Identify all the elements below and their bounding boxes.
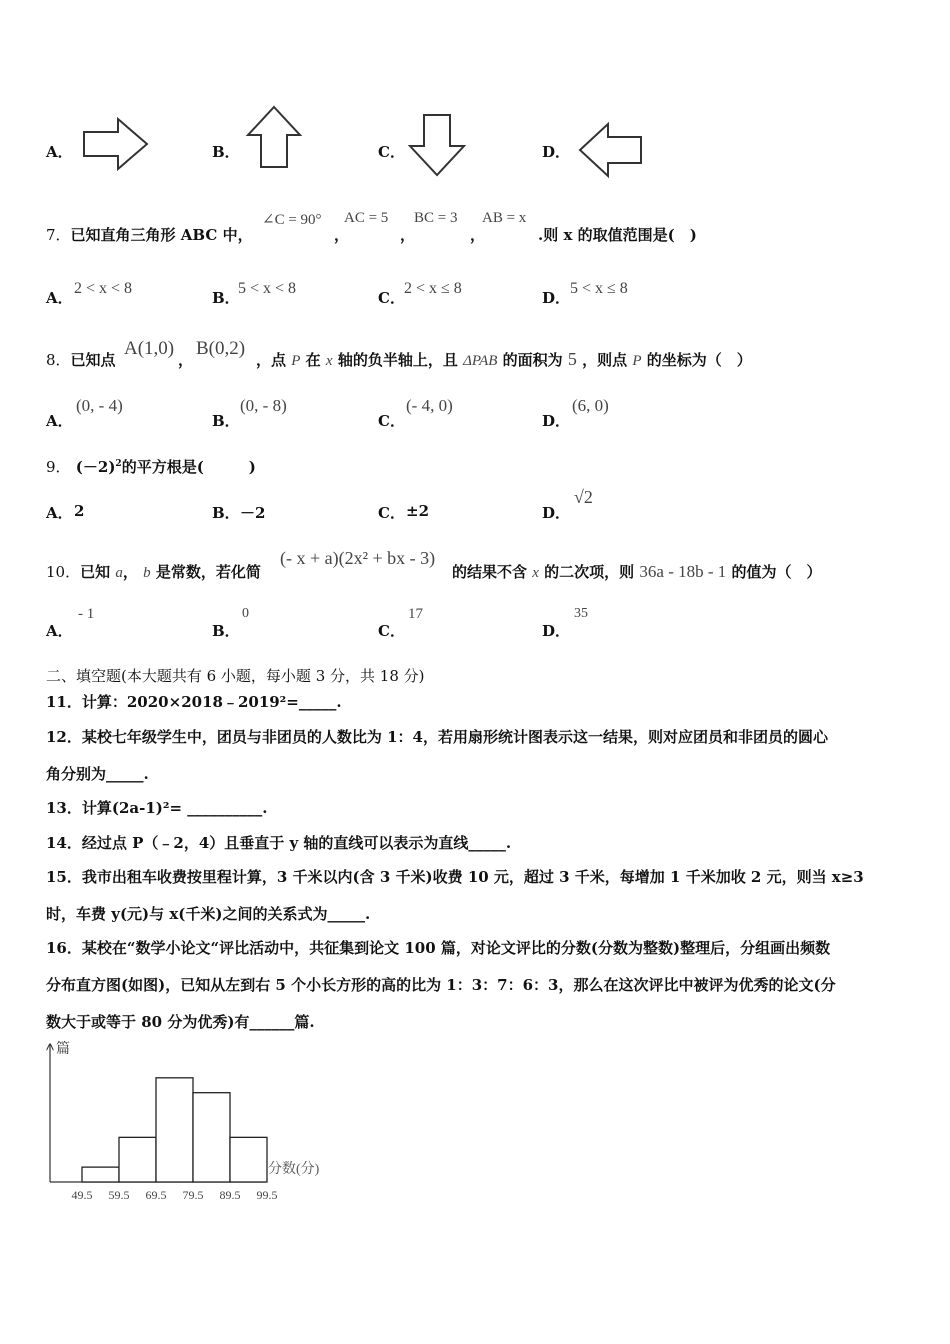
arrow-down-icon — [406, 112, 468, 178]
q8-option-b-label: B． — [212, 412, 240, 430]
q10-stem — [46, 561, 261, 582]
q10-option-d-label: D． — [542, 622, 571, 640]
q7-text2: 中， — [222, 226, 253, 244]
arrow-up-icon — [244, 104, 304, 170]
q8-option-c-value: (- 4, 0) — [406, 396, 453, 415]
q10-number: 10． — [46, 563, 81, 581]
q15-line2: 时，车费 y(元)与 x(千米)之间的关系式为_____. — [46, 905, 371, 923]
q8-option-d-value: (6, 0) — [572, 396, 609, 415]
q8-area: 5 — [567, 349, 577, 369]
q9-stem — [46, 456, 256, 477]
q8-stem-rest — [256, 349, 752, 370]
histogram-bar-2 — [119, 1137, 156, 1182]
q15-line1: 15．我市出租车收费按里程计算，3 千米以内(含 3 千米)收费 10 元，超过 3 千米，每增加 1 千米加收 2 元，则当 x≥3 — [46, 868, 864, 886]
q8-number: 8． — [46, 351, 71, 369]
q7-option-c-label: C． — [378, 289, 405, 307]
x-tick-label: 69.5 — [145, 1188, 167, 1202]
q8-p2: P — [632, 353, 642, 369]
x-tick-label: 99.5 — [256, 1188, 278, 1202]
x-tick-label: 89.5 — [219, 1188, 241, 1202]
q9-number: 9． — [46, 458, 71, 476]
q8-text2: ，点 — [256, 351, 287, 369]
q7-option-d-label: D． — [542, 289, 571, 307]
q7-option-b-value: 5 < x < 8 — [238, 280, 297, 297]
q10-stem-rest — [452, 561, 822, 582]
x-tick-label: 79.5 — [182, 1188, 204, 1202]
histogram-bar-1 — [82, 1167, 119, 1182]
x-axis-label: 分数(分) — [268, 1162, 320, 1177]
q10-option-c-value: 17 — [408, 606, 423, 622]
q6-option-d-label: D． — [542, 143, 571, 161]
q10-text1: 已知 — [80, 563, 111, 581]
q12-line1: 12．某校七年级学生中，团员与非团员的人数比为 1：4，若用扇形统计图表示这一结果，则对应团员和非团员的圆心 — [46, 728, 828, 746]
q16-line3: 数大于或等于 80 分为优秀)有______篇. — [46, 1013, 315, 1031]
q7-stem — [46, 224, 253, 245]
q6-option-b-label: B． — [212, 143, 240, 161]
q7-option-d-value: 5 < x ≤ 8 — [570, 280, 628, 297]
q8-text6: ，则点 — [582, 351, 628, 369]
q10-x: x — [532, 565, 539, 581]
y-axis-label: 篇 — [56, 1042, 70, 1057]
q7-option-a-label: A． — [46, 289, 73, 307]
q7-number: 7． — [46, 226, 71, 244]
x-tick-label: 49.5 — [71, 1188, 93, 1202]
q13: 13．计算(2a-1)²= __________. — [46, 799, 268, 817]
q7-sep3: ， — [470, 226, 486, 244]
q7-sep1: ， — [334, 226, 350, 244]
q10-b: b — [143, 565, 151, 581]
q8-point-a: A(1,0) — [124, 338, 175, 359]
q10-text2: 是常数，若化简 — [155, 563, 261, 581]
q8-point-b: B(0,2) — [196, 338, 246, 359]
q10-text3: 的结果不含 — [452, 563, 528, 581]
q10-option-b-value: 0 — [242, 606, 249, 621]
q9-option-c-value: ±2 — [406, 502, 430, 520]
q8-stem — [46, 349, 116, 370]
q9-text2: 的平方根是( ) — [121, 458, 256, 476]
q11: 11．计算：2020×2018﹣2019²=_____. — [46, 693, 342, 711]
q7-cond2: AC = 5 — [344, 210, 389, 226]
q6-option-c-label: C． — [378, 143, 405, 161]
q9-exponent: 2 — [115, 459, 122, 469]
q9-option-b-value: －2 — [240, 504, 266, 522]
q7-sep2: ， — [400, 226, 416, 244]
q8-x: x — [325, 353, 333, 369]
q7-option-a-value: 2 < x < 8 — [74, 280, 133, 297]
section-2-heading: 二、填空题(本大题共有 6 小题，每小题 3 分，共 18 分) — [46, 667, 425, 685]
q8-sep: ， — [178, 351, 194, 369]
q7-cond3: BC = 3 — [414, 210, 458, 226]
q8-option-c-label: C． — [378, 412, 405, 430]
q10-option-d-value: 35 — [574, 606, 588, 621]
q8-text4: 轴的负半轴上，且 — [337, 351, 458, 369]
q10-option-c-label: C． — [378, 622, 405, 640]
q8-triangle: ΔPAB — [463, 353, 498, 369]
q14: 14．经过点 P（﹣2，4）且垂直于 y 轴的直线可以表示为直线_____. — [46, 834, 512, 852]
q8-option-a-value: (0, - 4) — [76, 396, 123, 415]
q8-text5: 的面积为 — [502, 351, 563, 369]
q10-a: a — [115, 565, 123, 581]
q7-text3: .则 x 的取值范围是( ) — [538, 226, 697, 244]
q9-base: (－2) — [75, 458, 116, 476]
arrow-right-icon — [80, 115, 152, 173]
q9-option-a-value: 2 — [74, 502, 85, 520]
q10-expression2: 36a - 18b - 1 — [639, 562, 727, 581]
q9-option-d-value: √2 — [574, 487, 593, 507]
q8-text7: 的坐标为（ ） — [646, 351, 752, 369]
q7-abc: ABC — [180, 226, 218, 244]
q7-text1: 已知直角三角形 — [70, 226, 176, 244]
q6-option-a-label: A． — [46, 143, 73, 161]
q9-option-a-label: A． — [46, 504, 73, 522]
arrow-left-icon — [576, 120, 646, 180]
histogram-bar-3 — [156, 1078, 193, 1182]
q9-option-b-label: B． — [212, 504, 240, 522]
q10-text5: 的值为（ ） — [731, 563, 822, 581]
histogram-bar-5 — [230, 1137, 267, 1182]
q9-option-d-label: D． — [542, 504, 571, 522]
histogram-bar-4 — [193, 1093, 230, 1182]
q16-line1: 16．某校在“数学小论文“评比活动中，共征集到论文 100 篇，对论文评比的分数(分数为整数)整理后，分组画出频数 — [46, 939, 831, 957]
q8-option-d-label: D． — [542, 412, 571, 430]
q16-line2: 分布直方图(如图)，已知从左到右 5 个小长方形的高的比为 1：3：7：6：3，那么在这次评比中被评为优秀的论文(分 — [46, 976, 836, 994]
q10-option-a-value: - 1 — [78, 606, 95, 622]
q9-option-c-label: C． — [378, 504, 405, 522]
q10-sep: ， — [122, 563, 138, 581]
q8-text3: 在 — [305, 351, 321, 369]
q12-line2: 角分别为_____. — [46, 765, 149, 783]
histogram-chart — [30, 1036, 350, 1206]
q10-text4: 的二次项，则 — [544, 563, 635, 581]
q8-option-b-value: (0, - 8) — [240, 396, 287, 415]
q8-p: P — [291, 353, 301, 369]
q10-option-a-label: A． — [46, 622, 73, 640]
q7-option-c-value: 2 < x ≤ 8 — [404, 280, 462, 297]
q7-cond4: AB = x — [482, 210, 527, 226]
q10-expression: (- x + a)(2x² + bx - 3) — [280, 548, 436, 568]
q7-option-b-label: B． — [212, 289, 240, 307]
x-tick-label: 59.5 — [108, 1188, 130, 1202]
q7-cond1: ∠C = 90° — [262, 212, 322, 228]
q8-option-a-label: A． — [46, 412, 73, 430]
q8-text1: 已知点 — [70, 351, 116, 369]
q10-option-b-label: B． — [212, 622, 240, 640]
